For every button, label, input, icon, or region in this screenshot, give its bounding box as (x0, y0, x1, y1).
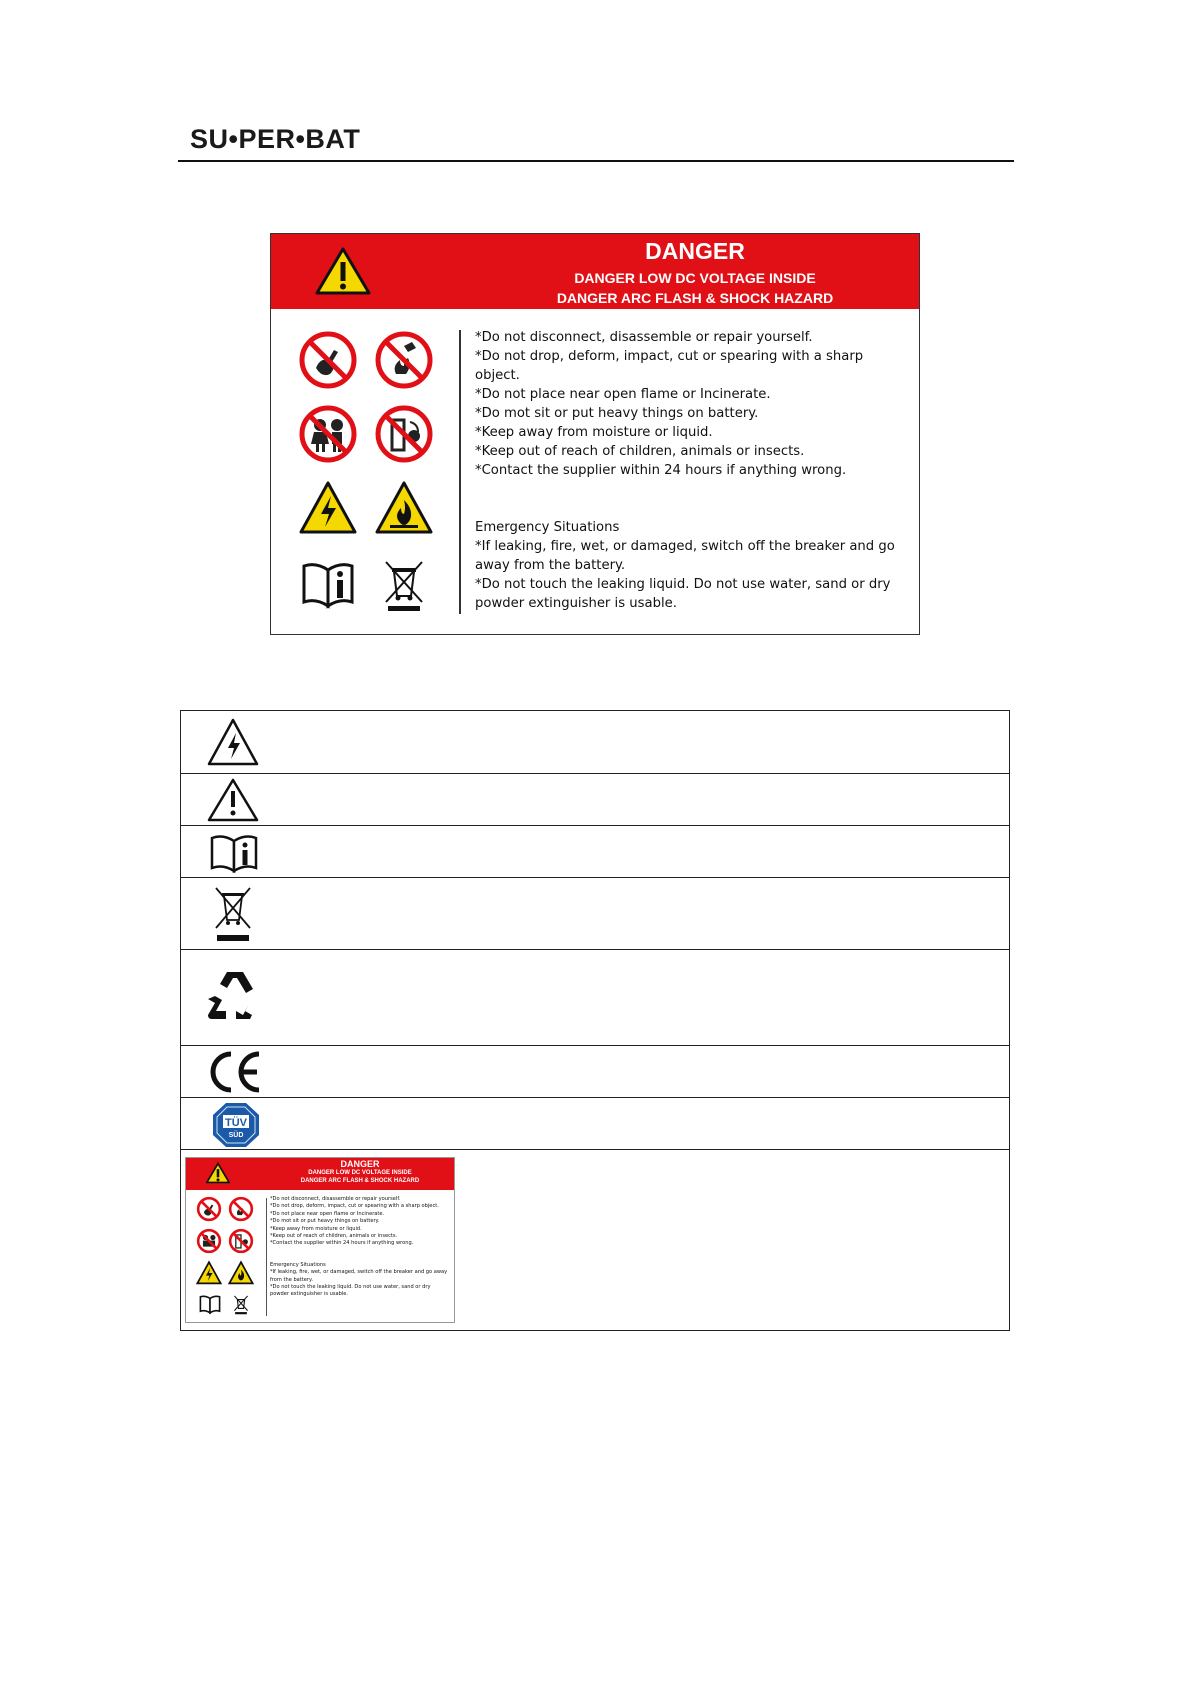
no-children-icon (298, 404, 358, 464)
tuv-sud-icon (211, 1101, 261, 1149)
general-warning-icon (207, 777, 259, 823)
table-row (181, 950, 1009, 1046)
no-moisture-icon (374, 404, 434, 464)
thumb-warning-text (270, 1196, 450, 1299)
no-moisture-icon (228, 1228, 254, 1254)
thumb-warning-item: *Do not drop, deform, impact, cut or spearing with a sharp object. (270, 1203, 439, 1210)
emergency-item: *Do not touch the leaking liquid. Do not use water, sand or dry powder extinguisher is usable. (475, 577, 891, 611)
warning-item: *Do mot sit or put heavy things on battery. (475, 406, 759, 421)
thumb-warning-item: *Do not place near open flame or Incinerate. (270, 1210, 385, 1217)
emergency-item: *If leaking, fire, wet, or damaged, switch off the breaker and go away from the battery. (475, 539, 895, 573)
no-disassembly-icon (298, 330, 358, 390)
electric-shock-icon (207, 717, 259, 767)
symbol-table (180, 710, 1010, 1331)
thumb-emergency-item: *Do not touch the leaking liquid. Do not use water, sand or dry powder extinguisher is usable. (270, 1284, 431, 1298)
table-row (181, 878, 1009, 950)
danger-header (271, 234, 919, 309)
danger-title: DANGER (645, 238, 745, 264)
thumb-warning-item: *Do not disconnect, disassemble or repair yourself. (270, 1196, 401, 1202)
no-fire-icon (228, 1196, 254, 1222)
tuv-logo-text: TÜV (225, 1117, 247, 1129)
read-manual-icon (198, 1292, 222, 1316)
ce-mark-icon (207, 1050, 265, 1094)
weee-bin-icon (374, 554, 434, 614)
table-row (181, 826, 1009, 878)
high-voltage-icon (196, 1260, 222, 1286)
thumb-title: DANGER (340, 1159, 380, 1169)
table-row (181, 1098, 1009, 1150)
recycle-icon (205, 966, 265, 1030)
thumb-emergency-title: Emergency Situations (270, 1261, 326, 1268)
table-row (181, 711, 1009, 774)
weee-bin-icon (230, 1292, 252, 1316)
warning-item: *Do not disconnect, disassemble or repair yourself. (475, 330, 813, 345)
header-rule (178, 160, 1014, 162)
brand-logo: SU•PER•BAT (190, 124, 361, 154)
thumb-warning-item: *Keep away from moisture or liquid. (270, 1225, 362, 1232)
thumb-emergency-item: *If leaking, fire, wet, or damaged, switch off the breaker and go away from the battery. (270, 1269, 448, 1283)
read-manual-icon (209, 830, 259, 874)
no-fire-icon (374, 330, 434, 390)
thumb-warning-item: *Do mot sit or put heavy things on battery. (270, 1218, 380, 1225)
warning-item: *Do not place near open flame or Incinerate. (475, 387, 771, 402)
label-divider (459, 330, 461, 614)
weee-bin-icon (211, 884, 255, 944)
high-voltage-icon (298, 478, 358, 538)
table-row (181, 774, 1009, 826)
emergency-title: Emergency Situations (475, 520, 620, 535)
thumb-header (186, 1158, 454, 1190)
warning-triangle-icon (315, 246, 371, 296)
warning-item: *Do not drop, deform, impact, cut or spearing with a sharp object. (475, 349, 864, 383)
table-row (181, 1046, 1009, 1098)
read-manual-icon (298, 554, 358, 614)
warning-item: *Keep out of reach of children, animals or insects. (475, 444, 805, 459)
no-disassembly-icon (196, 1196, 222, 1222)
no-children-icon (196, 1228, 222, 1254)
warning-triangle-icon (206, 1162, 230, 1184)
sud-logo-text: SÜD (228, 1132, 244, 1139)
thumb-subtitle-arc: DANGER ARC FLASH & SHOCK HAZARD (300, 1178, 420, 1184)
danger-label-thumbnail (185, 1157, 455, 1323)
danger-label (270, 233, 920, 635)
warning-text (475, 328, 905, 613)
danger-subtitle-voltage: DANGER LOW DC VOLTAGE INSIDE (574, 270, 816, 286)
thumb-warning-item: *Contact the supplier within 24 hours if anything wrong. (270, 1240, 414, 1247)
thumb-subtitle-voltage: DANGER LOW DC VOLTAGE INSIDE (308, 1170, 412, 1176)
warning-item: *Keep away from moisture or liquid. (475, 425, 713, 440)
flammable-icon (228, 1260, 254, 1286)
danger-subtitle-arc: DANGER ARC FLASH & SHOCK HAZARD (556, 290, 834, 306)
warning-item: *Contact the supplier within 24 hours if anything wrong. (475, 463, 847, 478)
table-row (181, 1150, 1009, 1332)
thumb-divider (266, 1198, 267, 1316)
thumb-warning-item: *Keep out of reach of children, animals or insects. (270, 1233, 398, 1240)
flammable-icon (374, 478, 434, 538)
